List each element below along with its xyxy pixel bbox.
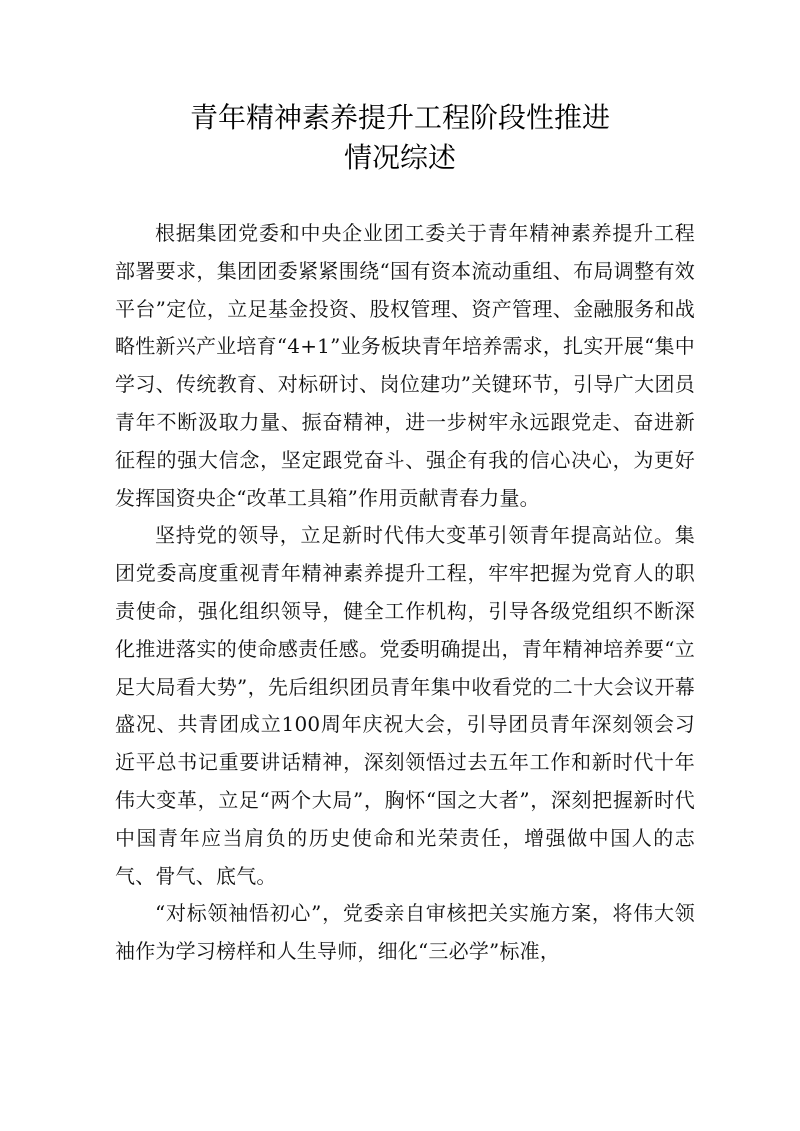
paragraph-3: “对标领袖悟初心”，党委亲自审核把关实施方案，将伟大领袖作为学习榜样和人生导师，细化“三必学”标准，	[115, 901, 695, 964]
document-title-line-1: 青年精神素养提升工程阶段性推进	[189, 101, 610, 134]
paragraph-1: 根据集团党委和中央企业团工委关于青年精神素养提升工程部署要求，集团团委紧紧围绕“国有资本流动重组、布局调整有效平台”定位，立足基金投资、股权管理、资产管理、金融服务和战略性新兴产业培育“4+1”业务板块青年培养需求，扎实开展“集中学习、传统教育、对标研讨、岗位建功”关键环节，引导广大团员青年不断汲取力量、振奋精神，进一步树牢永远跟党走、奋进新征程的强大信念，坚定跟党奋斗、强企有我的信心决心，为更好发挥国资央企“改革工具箱”作用贡献青春力量。	[115, 221, 695, 510]
document-title-line-2: 情况综述	[343, 141, 456, 174]
document-body	[115, 215, 695, 971]
paragraph-2: 坚持党的领导，立足新时代伟大变革引领青年提高站位。集团党委高度重视青年精神素养提升工程，牢牢把握为党育人的职责使命，强化组织领导，健全工作机构，引导各级党组织不断深化推进落实的使命感责任感。党委明确提出，青年精神培养要“立足大局看大势”，先后组织团员青年集中收看党的二十大会议开幕盛况、共青团成立100周年庆祝大会，引导团员青年深刻领会习近平总书记重要讲话精神，深刻领悟过去五年工作和新时代十年伟大变革，立足“两个大局”，胸怀“国之大者”，深刻把握新时代中国青年应当肩负的历史使命和光荣责任，增强做中国人的志气、骨气、底气。	[115, 523, 695, 888]
